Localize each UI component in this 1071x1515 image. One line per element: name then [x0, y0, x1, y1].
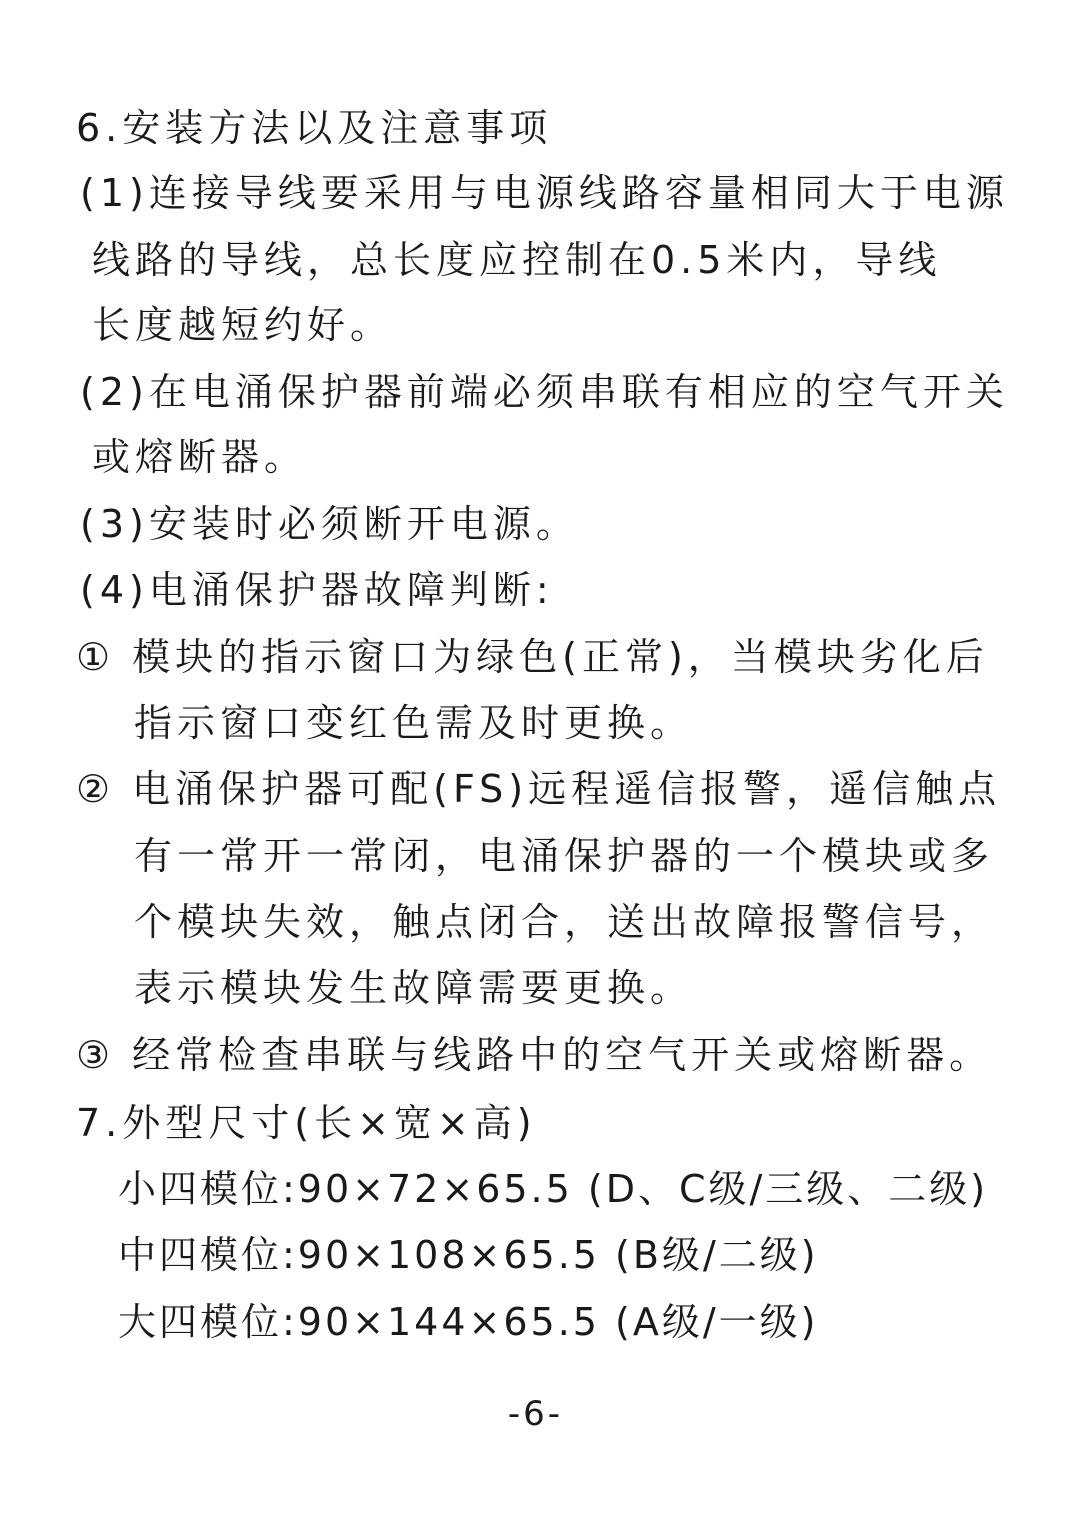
- item-3-line-1: (3)安装时必须断开电源。: [80, 502, 579, 546]
- section-6-heading: 6.安装方法以及注意事项: [76, 106, 553, 150]
- page-number: -6-: [507, 1394, 564, 1434]
- item-2-line-1: (2)在电涌保护器前端必须串联有相应的空气开关: [80, 370, 1009, 414]
- item-1-line-2: 线路的导线，总长度应控制在0.5米内，导线: [92, 238, 942, 282]
- sub-2-line-4: 表示模块发生故障需要更换。: [134, 966, 694, 1010]
- item-4-line-1: (4)电涌保护器故障判断:: [80, 568, 554, 612]
- sub-3-line-1: ③ 经常检查串联与线路中的空气开关或熔断器。: [76, 1033, 993, 1077]
- dimension-small: 小四模位:90×72×65.5 (D、C级/三级、二级): [118, 1167, 989, 1211]
- item-2-line-2: 或熔断器。: [92, 435, 308, 479]
- sub-1-line-1: ① 模块的指示窗口为绿色(正常)，当模块劣化后: [76, 635, 989, 679]
- sub-2-line-2: 有一常开一常闭，电涌保护器的一个模块或多: [134, 834, 995, 878]
- section-7-heading: 7.外型尺寸(长×宽×高): [76, 1101, 537, 1145]
- sub-2-line-1: ② 电涌保护器可配(FS)远程遥信报警，遥信触点: [76, 767, 1002, 811]
- item-1-line-3: 长度越短约好。: [92, 303, 394, 347]
- sub-1-line-2: 指示窗口变红色需及时更换。: [134, 701, 694, 745]
- sub-2-line-3: 个模块失效，触点闭合，送出故障报警信号，: [134, 900, 995, 944]
- dimension-medium: 中四模位:90×108×65.5 (B级/二级): [118, 1233, 819, 1277]
- item-1-line-1: (1)连接导线要采用与电源线路容量相同大于电源: [80, 171, 1009, 215]
- dimension-large: 大四模位:90×144×65.5 (A级/一级): [118, 1300, 819, 1344]
